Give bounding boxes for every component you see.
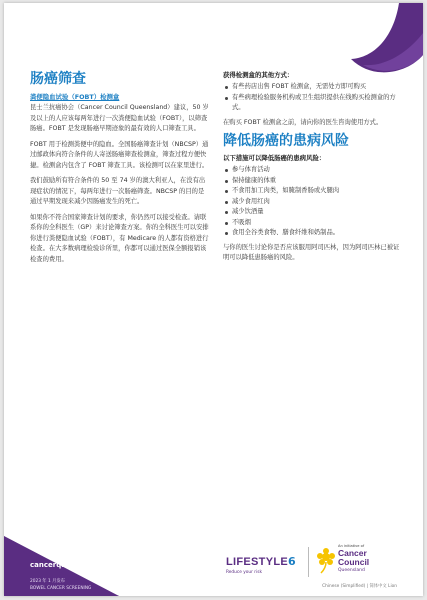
paragraph-not-eligible: 如果你不符合国家筛查计划的要求，你仍然可以接受检查。请联系你的全科医生（GP）来讨论筛查方案。你的全科医生可以安排你进行粪便隐血试验（FOBT），有 Medicare 的人都有资格进行检查。在大多数病理检验诊所里，你都可以通过医保全额报销该检查的费用。: [30, 213, 209, 263]
other-ways-list: [223, 82, 403, 114]
document-page: [4, 3, 423, 596]
lifestyle-wordmark: LIFESTYLE: [226, 556, 288, 568]
list-item: 减少食用红肉: [223, 197, 403, 208]
bowel-screening-heading: 肠癌筛查: [30, 71, 86, 87]
list-item: 有些病理检验服务机构或卫生组织提供在线购买检测盒的方式。: [223, 93, 403, 114]
list-item: 减少饮酒量: [223, 207, 403, 218]
reduce-risk-intro: 以下措施可以降低肠癌的患病风险：: [223, 154, 326, 162]
reduce-risk-heading: 降低肠癌的患病风险: [223, 133, 349, 149]
list-item: 不吸烟: [223, 218, 403, 229]
list-item: 参与体育活动: [223, 165, 403, 176]
cc-state-label: Queensland: [338, 568, 365, 573]
other-ways-title: 获得检测盒的其他方式：: [223, 71, 294, 79]
publication-series: BOWEL CANCER SCREENING: [30, 586, 92, 591]
paragraph-fobt-detect: FOBT 用于检测粪便中的隐血。全国肠癌筛查计划（NBCSP）通过邮政体向符合条件的人寄送肠癌筛查检测盒，筛查过程方便快捷。检测盒内包含了 FOBT 筛查工具。该检测可以在家里进行。: [30, 140, 209, 169]
lifestyle-six-numeral: 6: [287, 555, 296, 568]
right-column: [223, 71, 403, 269]
publication-date: 2023 年 1 月发布: [30, 579, 65, 584]
cc-wordmark: [338, 549, 369, 567]
publication-meta: [30, 578, 91, 592]
paragraph-encourage: 我们鼓励所有符合条件的 50 至 74 岁的澳大利亚人，在没有出现症状的情况下，每两年进行一次肠癌筛查。NBCSP 的目的是通过早期发现来减少因肠癌发生的死亡。: [30, 177, 206, 205]
list-item: 不食用加工肉类，如腌制香肠或火腿肉: [223, 186, 403, 197]
daffodil-icon: [316, 548, 336, 574]
paragraph-intro: 昆士兰抗癌协会（Cancer Council Queensland）建议，50 岁及以上的人应该每两年进行一次粪便隐血试验（FOBT），以筛查肠癌。FOBT 是发现肠癌早期迹象的最有效的人口筛查工具。: [30, 104, 209, 132]
fobt-kit-subheading: 粪便隐血试验（FOBT）检测盒: [30, 93, 120, 101]
cc-wordmark-line1: Cancer: [338, 548, 367, 558]
logo-divider: [308, 547, 309, 577]
cc-initiative-label: An initiative of: [338, 544, 365, 548]
lifestyle-tagline: Reduce your risk: [226, 570, 262, 575]
list-item: 有些药店出售 FOBT 检测盒，无需处方即可购买: [223, 82, 403, 93]
consult-note: 在购买 FOBT 检测盒之前，请向你的医生咨询使用方式。: [223, 118, 383, 126]
list-item: 保持健康的体重: [223, 176, 403, 187]
left-column: [30, 71, 210, 270]
website-link[interactable]: cancerqld.org.au/lifestyle6: [30, 561, 137, 569]
risk-reduction-list: [223, 165, 403, 239]
aspirin-note: 与你的医生讨论你是否应该服用阿司匹林，因为阿司匹林已被证明可以降低患肠癌的风险。: [223, 243, 400, 261]
list-item: 食用全谷类食物、膳食纤维和奶制品。: [223, 228, 403, 239]
lifestyle6-logo: [226, 550, 296, 578]
language-label: Chinese (Simplified) | 简体中文 Lion: [322, 584, 397, 589]
cc-wordmark-line2: Council: [338, 557, 370, 567]
cancer-council-logo: [316, 544, 406, 580]
corner-swoosh-decoration: [313, 3, 423, 81]
